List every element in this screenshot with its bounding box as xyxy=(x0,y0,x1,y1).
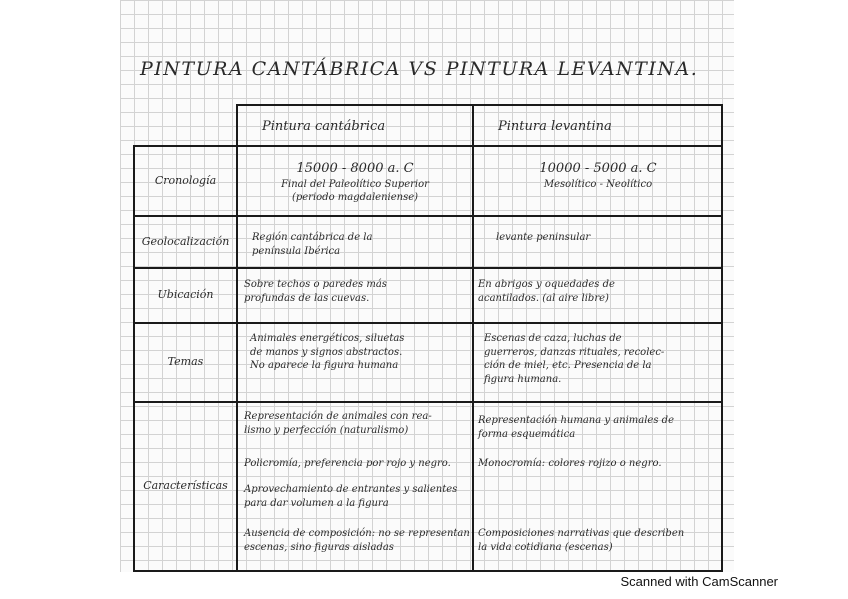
cell-line: guerreros, danzas rituales, recolec- xyxy=(484,346,665,358)
table-line xyxy=(236,104,238,572)
row-label-cronologia: Cronología xyxy=(154,173,217,187)
cell-line: profundas de las cuevas. xyxy=(244,292,370,304)
date-range: 10000 - 5000 a. C xyxy=(539,161,657,176)
cell-line: de manos y signos abstractos. xyxy=(250,346,403,358)
cell-line: Aprovechamiento de entrantes y salientes xyxy=(244,484,458,495)
column-header-cantabrica: Pintura cantábrica xyxy=(262,119,386,134)
cell-caracteristicas-cantabrica-4 xyxy=(244,527,470,554)
cell-line: En abrigos y oquedades de xyxy=(478,279,615,290)
cell-line: Policromía, preferencia por rojo y negro. xyxy=(244,458,451,469)
cell-cronologia-cantabrica xyxy=(242,160,468,205)
row-label-caracteristicas: Características xyxy=(143,479,228,493)
cell-line: para dar volumen a la figura xyxy=(244,497,389,509)
column-header-levantina: Pintura levantina xyxy=(498,119,612,134)
cell-line: Región cantábrica de la xyxy=(252,232,373,243)
cell-line: forma esquemática xyxy=(478,428,576,440)
cell-line: Animales energéticos, siluetas xyxy=(250,333,405,344)
cell-caracteristicas-cantabrica-2 xyxy=(244,457,470,471)
cell-ubicacion-levantina xyxy=(478,278,718,305)
row-label-geolocalizacion: Geolocalización xyxy=(141,234,230,248)
cell-geolocalizacion-levantina xyxy=(496,231,718,245)
cell-temas-levantina xyxy=(484,332,720,386)
table-line xyxy=(133,145,135,572)
row-label-ubicacion: Ubicación xyxy=(157,288,214,302)
cell-caracteristicas-levantina-2 xyxy=(478,457,718,471)
cell-caracteristicas-cantabrica-1 xyxy=(244,410,470,437)
cell-line: Representación de animales con rea- xyxy=(244,411,432,422)
cell-line: Ausencia de composición: no se representan xyxy=(244,528,470,539)
table-line xyxy=(721,104,723,572)
cell-line: Composiciones narrativas que describen xyxy=(478,528,685,539)
cell-ubicacion-cantabrica xyxy=(244,278,468,305)
table-line xyxy=(472,104,474,572)
cell-line: la vida cotidiana (escenas) xyxy=(478,541,613,553)
cell-line: península Ibérica xyxy=(252,245,341,257)
cell-line: Monocromía: colores rojizo o negro. xyxy=(478,458,662,469)
cell-line: Representación humana y animales de xyxy=(478,415,674,426)
cell-line: escenas, sino figuras aisladas xyxy=(244,541,394,553)
cell-line: Final del Paleolítico Superior xyxy=(281,178,429,190)
cell-line: Sobre techos o paredes más xyxy=(244,279,387,290)
cell-temas-cantabrica xyxy=(250,332,468,373)
row-label-temas: Temas xyxy=(167,355,204,369)
cell-caracteristicas-cantabrica-3 xyxy=(244,483,470,510)
cell-line: Mesolítico - Neolítico xyxy=(543,178,653,190)
cell-line: (periodo magdaleniense) xyxy=(291,192,419,204)
cell-line: levante peninsular xyxy=(496,232,591,243)
cell-cronologia-levantina xyxy=(478,160,718,191)
page-title: PINTURA CANTÁBRICA VS PINTURA LEVANTINA. xyxy=(140,58,699,80)
cell-line: Escenas de caza, luchas de xyxy=(484,333,622,344)
cell-geolocalizacion-cantabrica xyxy=(252,231,468,258)
table-line xyxy=(133,570,723,572)
cell-line: lismo y perfección (naturalismo) xyxy=(244,424,409,436)
cell-line: acantilados. (al aire libre) xyxy=(478,292,609,304)
table-line xyxy=(236,104,723,106)
date-range: 15000 - 8000 a. C xyxy=(296,161,414,176)
cell-caracteristicas-levantina-4 xyxy=(478,527,718,554)
scanner-watermark: Scanned with CamScanner xyxy=(620,574,778,589)
cell-line: ción de miel, etc. Presencia de la xyxy=(484,360,652,371)
cell-caracteristicas-levantina-1 xyxy=(478,414,718,441)
cell-line: figura humana. xyxy=(484,373,562,385)
cell-line: No aparece la figura humana xyxy=(250,360,399,371)
